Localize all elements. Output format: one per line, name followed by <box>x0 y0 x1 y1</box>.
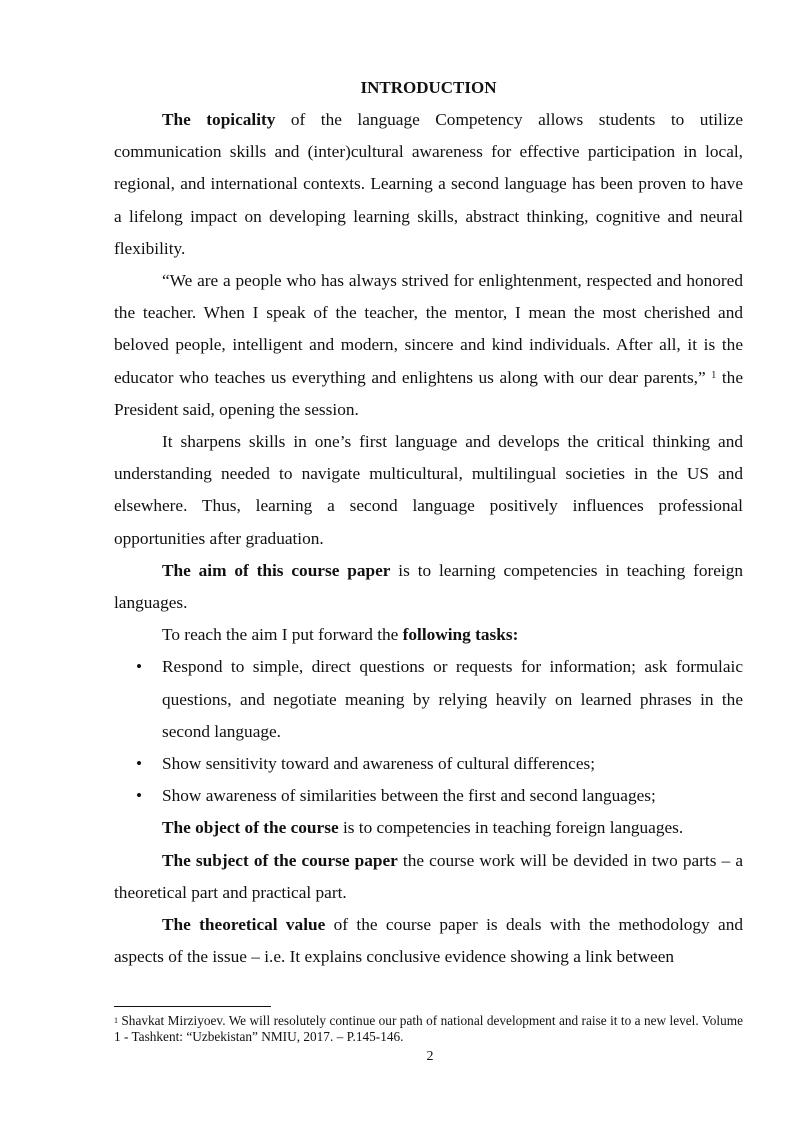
footnote <box>114 1013 743 1045</box>
list-item-text: Show awareness of similarities between the first and second languages; <box>162 786 656 806</box>
list-item-text: Respond to simple, direct questions or requests for information; ask formulaic questions, and negotiate meaning by relying heavily on learned phrases in the second language. <box>162 657 743 741</box>
bullet-icon: • <box>136 786 143 806</box>
footnote-text: Shavkat Mirziyoev. We will resolutely continue our path of national development and raise it to a new level. Volume 1 - Tashkent: “Uzbekistan” NMIU, 2017. – P.145-146. <box>114 1013 743 1044</box>
subject-text: the course work will be devided in two parts – a theoretical part and practical part. <box>114 850 743 902</box>
topicality-text: of the language Competency allows students to utilize communication skills and (inter)cultural awareness for effective participation in local, regional, and international contexts. Learning a second language has been proven to have a lifelong impact on developing learning skills, abstract thinking, cognitive and neural flexibility. <box>114 110 743 258</box>
paragraph-theoretical-value <box>114 909 743 973</box>
paragraph-tasks-intro <box>114 619 743 651</box>
aim-heading: The aim of this course paper <box>162 560 391 580</box>
aim-text: is to learning competencies in teaching foreign languages. <box>114 560 743 613</box>
list-item-text: Show sensitivity toward and awareness of cultural differences; <box>162 754 596 774</box>
footnote-divider <box>114 1006 271 1007</box>
paragraph-aim <box>114 555 743 619</box>
footnote-reference[interactable]: 1 <box>711 369 717 381</box>
list-item <box>114 780 743 812</box>
paragraph-quote <box>114 265 743 426</box>
bullet-icon: • <box>136 754 143 774</box>
document-page <box>114 72 743 973</box>
theoretical-value-text: of the course paper is deals with the methodology and aspects of the issue – i.e. It explains conclusive evidence showing a link between <box>114 915 744 967</box>
quote-text: “We are a people who has always strived for enlightenment, respected and honored the teacher. When I speak of the teacher, the mentor, I mean the most cherished and beloved people, intelligent and modern, sincere and kind individuals. After all, it is the educator who teaches us everything and enlightens us along with our dear parents,” <box>114 271 743 387</box>
theoretical-value-heading: The theoretical value <box>162 915 326 935</box>
subject-heading: The subject of the course paper <box>162 850 398 870</box>
paragraph-topicality <box>114 104 743 265</box>
skills-text: It sharpens skills in one’s first language and develops the critical thinking and understanding needed to navigate multicultural, multilingual societies in the US and elsewhere. Thus, learning a second language positively influences professional opportunities after graduation. <box>114 432 743 548</box>
bullet-icon: • <box>136 657 143 677</box>
quote-tail: the President said, opening the session. <box>114 367 743 419</box>
list-item <box>114 748 743 780</box>
list-item <box>114 651 743 748</box>
paragraph-object <box>114 812 743 844</box>
object-heading: The object of the course <box>162 818 339 838</box>
section-title: INTRODUCTION <box>360 78 497 97</box>
paragraph-subject <box>114 845 743 909</box>
topicality-heading: The topicality <box>162 110 276 129</box>
paragraph-skills <box>114 426 743 555</box>
footnote-marker: 1 <box>114 1016 118 1025</box>
tasks-list <box>114 651 743 812</box>
tasks-heading: following tasks: <box>402 625 519 645</box>
object-text: is to competencies in teaching foreign languages. <box>338 818 684 838</box>
page-number: 2 <box>426 1049 434 1064</box>
tasks-intro-text: To reach the aim I put forward the <box>162 625 403 645</box>
